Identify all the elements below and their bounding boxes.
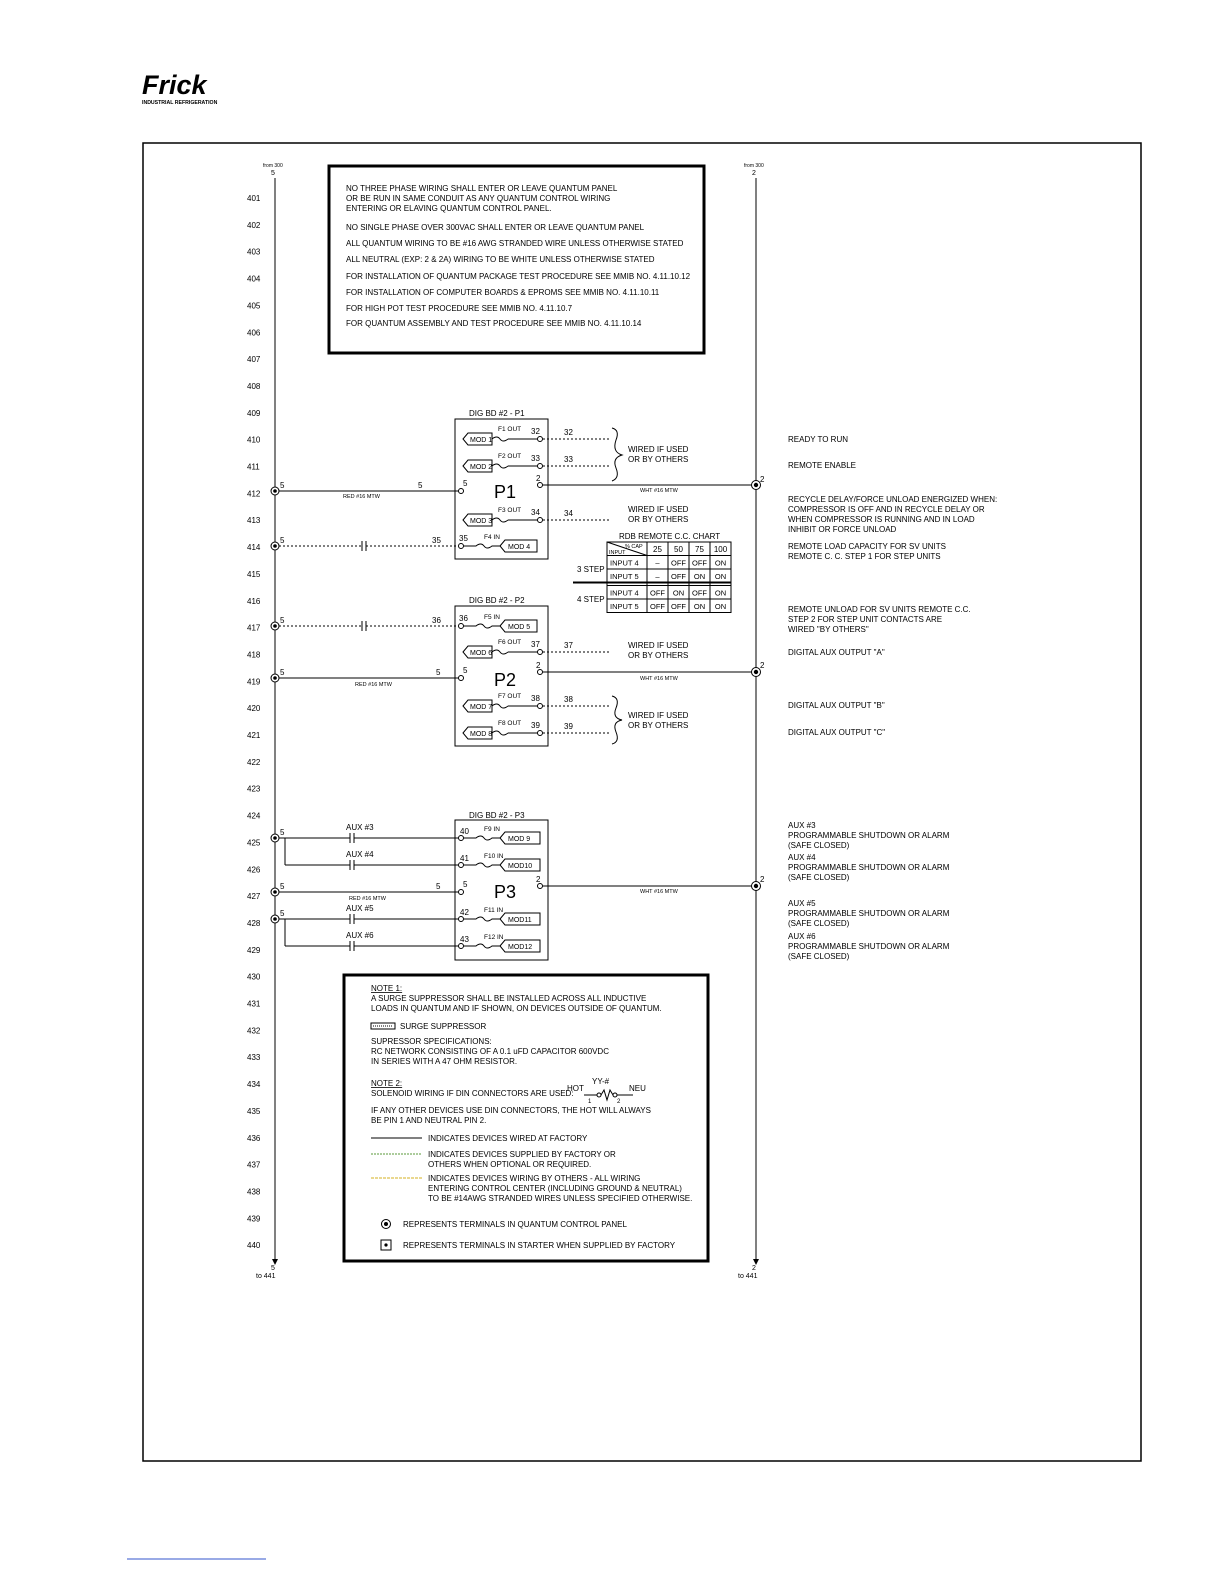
board-title: DIG BD #2 - P1 <box>469 409 525 418</box>
fuse-symbol <box>464 544 500 548</box>
fuse-label: F3 OUT <box>498 507 522 514</box>
chart-input: INPUT 4 <box>610 558 639 568</box>
mod-label: MOD 2 <box>470 464 493 471</box>
chart-cell: ON <box>672 588 685 598</box>
description-line: PROGRAMMABLE SHUTDOWN OR ALARM <box>788 831 950 840</box>
wire-num: 33 <box>564 455 573 464</box>
wired-if-used: OR BY OTHERS <box>628 651 689 660</box>
terminal-num: 2 <box>536 661 541 670</box>
line-number: 427 <box>247 892 261 902</box>
line-number: 434 <box>247 1080 261 1090</box>
description-line: STEP 2 FOR STEP UNIT CONTACTS ARE <box>788 615 943 624</box>
description-line: REMOTE ENABLE <box>788 461 857 470</box>
line-number: 404 <box>247 274 261 284</box>
line-number: 409 <box>247 408 261 418</box>
note-box-content <box>371 984 692 1250</box>
wire-spec: WHT #16 MTW <box>640 676 678 682</box>
board-p1 <box>455 409 610 559</box>
wire-num: 5 <box>280 616 285 625</box>
din-neu: NEU <box>629 1084 646 1093</box>
board-label: P3 <box>494 882 517 902</box>
right-rail-num-top: 2 <box>752 170 756 177</box>
description-line: RECYCLE DELAY/FORCE UNLOAD ENERGIZED WHEN: <box>788 495 998 504</box>
din-yy: YY-# <box>592 1077 610 1086</box>
terminal-2 <box>538 670 543 675</box>
chart-column: 75 <box>695 545 704 554</box>
line-number: 439 <box>247 1214 261 1224</box>
fuse-symbol <box>464 944 500 948</box>
note2-title: NOTE 2: <box>371 1079 403 1088</box>
mod-label: MOD12 <box>508 944 533 951</box>
aux-label: AUX #5 <box>346 904 374 913</box>
terminal <box>459 836 464 841</box>
rail-terminal-dot <box>273 917 277 921</box>
rail-terminal-dot <box>273 624 277 628</box>
wire-num: 5 <box>280 882 285 891</box>
legend-optional: OTHERS WHEN OPTIONAL OR REQUIRED. <box>428 1160 592 1169</box>
wire-num: 5 <box>280 536 285 545</box>
aux-label: AUX #4 <box>346 850 374 859</box>
note-line: FOR INSTALLATION OF COMPUTER BOARDS & EPROMS SEE MMIB NO. 4.11.10.11 <box>346 288 660 297</box>
wire-num: 32 <box>564 428 573 437</box>
rail-terminal-dot <box>754 884 758 888</box>
terminal-num: 40 <box>460 827 469 836</box>
terminal <box>459 624 464 629</box>
chart-group-label: 4 STEP <box>577 595 605 604</box>
line-number: 420 <box>247 704 261 714</box>
rail-terminal-dot <box>754 483 758 487</box>
wire-num: 34 <box>564 509 573 518</box>
mod-label: MOD10 <box>508 863 533 870</box>
description-line: REMOTE UNLOAD FOR SV UNITS REMOTE C.C. <box>788 605 971 614</box>
line-number: 406 <box>247 328 261 338</box>
logo-brand: Frick <box>142 70 207 100</box>
line-number: 436 <box>247 1133 261 1143</box>
description-line: AUX #6 <box>788 932 816 941</box>
fuse-symbol <box>464 917 500 921</box>
wire-num: 5 <box>280 481 285 490</box>
line-numbers <box>247 194 261 1250</box>
fuse-label: F6 OUT <box>498 639 522 646</box>
wired-if-used: WIRED IF USED <box>628 505 689 514</box>
terminal-num: 32 <box>531 427 540 436</box>
line-number: 413 <box>247 516 261 526</box>
description-line: WHEN COMPRESSOR IS RUNNING AND IN LOAD <box>788 515 975 524</box>
chart-cell: ON <box>714 602 727 611</box>
legend-factory: INDICATES DEVICES WIRED AT FACTORY <box>428 1134 588 1143</box>
fuse-label: F4 IN <box>484 534 500 541</box>
mod-label: MOD 3 <box>470 518 493 525</box>
aux-label: AUX #6 <box>346 931 374 940</box>
wire-num: 5 <box>280 828 285 837</box>
chart-cell: OFF <box>650 588 665 598</box>
note2-line: SOLENOID WIRING IF DIN CONNECTORS ARE USED: <box>371 1089 574 1098</box>
line-number: 415 <box>247 569 261 579</box>
chart-cell: OFF <box>671 558 686 568</box>
note1-line: LOADS IN QUANTUM AND IF SHOWN, ON DEVICES OUTSIDE OF QUANTUM. <box>371 1004 662 1013</box>
wired-if-used: WIRED IF USED <box>628 711 689 720</box>
note-line: FOR QUANTUM ASSEMBLY AND TEST PROCEDURE SEE MMIB NO. 4.11.10.14 <box>346 319 642 328</box>
description-line: PROGRAMMABLE SHUTDOWN OR ALARM <box>788 942 950 951</box>
wire-num: 5 <box>280 909 285 918</box>
general-notes <box>346 184 691 328</box>
terminal-num: 36 <box>459 614 468 623</box>
wire-num: 5 <box>436 882 441 891</box>
chart-column: 50 <box>674 545 683 554</box>
terminal <box>538 464 543 469</box>
wire-num: 36 <box>432 616 441 625</box>
terminal <box>459 917 464 922</box>
terminal-num: 5 <box>463 880 468 889</box>
note-line: FOR HIGH POT TEST PROCEDURE SEE MMIB NO. 4.11.10.7 <box>346 304 573 313</box>
terminal <box>459 944 464 949</box>
terminal-num: 34 <box>531 508 540 517</box>
description-line: DIGITAL AUX OUTPUT "A" <box>788 648 885 657</box>
chart-cell: ON <box>693 572 706 581</box>
suppressor-label: SURGE SUPPRESSOR <box>400 1022 487 1031</box>
wired-if-used: OR BY OTHERS <box>628 721 689 730</box>
board-title: DIG BD #2 - P2 <box>469 596 525 605</box>
fuse-symbol <box>464 836 500 840</box>
wired-if-used: OR BY OTHERS <box>628 515 689 524</box>
board-label: P2 <box>494 670 517 690</box>
note-line: NO THREE PHASE WIRING SHALL ENTER OR LEAVE QUANTUM PANEL <box>346 184 618 193</box>
chart-cell: OFF <box>692 558 707 568</box>
din-hot: HOT <box>567 1084 584 1093</box>
terminal-num: 43 <box>460 935 469 944</box>
fuse-label: F5 IN <box>484 614 500 621</box>
wire-num: 37 <box>564 641 573 650</box>
terminal-num: 2 <box>536 875 541 884</box>
line-number: 431 <box>247 999 261 1009</box>
terminal-2 <box>538 483 543 488</box>
terminal-5 <box>459 676 464 681</box>
terminal-num: 5 <box>463 666 468 675</box>
terminal-num: 35 <box>459 534 468 543</box>
line-number: 435 <box>247 1106 261 1116</box>
chart-cell: ON <box>714 572 727 581</box>
wire-spec: RED #16 MTW <box>343 494 380 500</box>
wire-num: 2 <box>760 475 765 484</box>
chart-input: INPUT 5 <box>610 602 639 611</box>
mod-label: MOD 8 <box>470 731 493 738</box>
terminal-num: 38 <box>531 694 540 703</box>
wire-num: 5 <box>436 668 441 677</box>
mod-label: MOD11 <box>508 917 532 924</box>
chart-cell: OFF <box>650 602 665 611</box>
left-rail-num-bottom: 5 <box>271 1265 275 1272</box>
spec-line: RC NETWORK CONSISTING OF A 0.1 uFD CAPACITOR 600VDC <box>371 1047 609 1056</box>
description-line: COMPRESSOR IS OFF AND IN RECYCLE DELAY OR <box>788 505 985 514</box>
wire-num: 2 <box>760 875 765 884</box>
description-line: WIRED "BY OTHERS" <box>788 625 869 634</box>
mod-label: MOD 9 <box>508 836 531 843</box>
terminal-2 <box>538 884 543 889</box>
legend-optional: INDICATES DEVICES SUPPLIED BY FACTORY OR <box>428 1150 616 1159</box>
rail-terminal-dot <box>273 836 277 840</box>
left-rail-to: to 441 <box>256 1273 276 1280</box>
wire-num: 38 <box>564 695 573 704</box>
fuse-symbol <box>464 863 500 867</box>
chart-corner-top: % CAP <box>625 544 643 550</box>
rail-terminal-dot <box>273 489 277 493</box>
din-pin: 1 <box>588 1099 592 1105</box>
board-label: P1 <box>494 482 517 502</box>
chart-input: INPUT 5 <box>610 572 639 581</box>
line-number: 440 <box>247 1241 261 1251</box>
terminal-num: 5 <box>463 479 468 488</box>
right-rail-from: from 300 <box>744 163 764 169</box>
spec-line: IN SERIES WITH A 47 OHM RESISTOR. <box>371 1057 518 1066</box>
note1-title: NOTE 1: <box>371 984 403 993</box>
legend-starter-terminal: REPRESENTS TERMINALS IN STARTER WHEN SUPPLIED BY FACTORY <box>403 1241 676 1250</box>
description-line: DIGITAL AUX OUTPUT "B" <box>788 701 885 710</box>
brace <box>612 428 622 481</box>
description-line: (SAFE CLOSED) <box>788 919 850 928</box>
left-rail-num-top: 5 <box>271 170 275 177</box>
wire-num: 2 <box>760 661 765 670</box>
wired-if-used: OR BY OTHERS <box>628 455 689 464</box>
line-number: 421 <box>247 731 261 740</box>
terminal-num: 39 <box>531 721 540 730</box>
description-line: INHIBIT OR FORCE UNLOAD <box>788 525 897 534</box>
terminal-num: 33 <box>531 454 540 463</box>
din-line: BE PIN 1 AND NEUTRAL PIN 2. <box>371 1116 487 1125</box>
line-number: 428 <box>247 918 261 928</box>
legend-quantum-terminal: REPRESENTS TERMINALS IN QUANTUM CONTROL PANEL <box>403 1220 627 1229</box>
terminal <box>538 704 543 709</box>
description-line: AUX #3 <box>788 821 816 830</box>
left-rail-from: from 300 <box>263 163 283 169</box>
note-line: ALL QUANTUM WIRING TO BE #16 AWG STRANDED WIRE UNLESS OTHERWISE STATED <box>346 239 684 248</box>
chart-cell: – <box>655 572 660 581</box>
terminal-num: 2 <box>536 474 541 483</box>
wire-spec: RED #16 MTW <box>355 682 392 688</box>
line-number: 418 <box>247 650 261 660</box>
line-number: 407 <box>247 355 261 365</box>
line-number: 419 <box>247 677 261 687</box>
legend-others: ENTERING CONTROL CENTER (INCLUDING GROUND & NEUTRAL) <box>428 1184 682 1193</box>
line-number: 432 <box>247 1026 261 1036</box>
chart-cell: OFF <box>671 572 686 581</box>
terminal-5 <box>459 489 464 494</box>
fuse-label: F7 OUT <box>498 693 522 700</box>
sheet-border <box>143 143 1141 1461</box>
line-number: 424 <box>247 811 261 821</box>
description-line: (SAFE CLOSED) <box>788 841 850 850</box>
wire-num: 5 <box>418 481 423 490</box>
fuse-label: F2 OUT <box>498 453 522 460</box>
wire-spec: WHT #16 MTW <box>640 488 678 494</box>
board-title: DIG BD #2 - P3 <box>469 811 525 820</box>
fuse-symbol <box>492 518 508 522</box>
fuse-symbol <box>492 650 508 654</box>
brace <box>612 696 622 744</box>
terminal <box>538 437 543 442</box>
description-line: DIGITAL AUX OUTPUT "C" <box>788 728 886 737</box>
wire-num: 39 <box>564 722 573 731</box>
line-number: 411 <box>247 462 260 472</box>
aux-label: AUX #3 <box>346 823 374 832</box>
legend-others: INDICATES DEVICES WIRING BY OTHERS - ALL WIRING <box>428 1174 641 1183</box>
description-line: REMOTE C. C. STEP 1 FOR STEP UNITS <box>788 552 941 561</box>
chart-corner-bottom: INPUT <box>609 550 626 556</box>
line-number: 402 <box>247 220 261 230</box>
logo-tagline: INDUSTRIAL REFRIGERATION <box>142 100 218 106</box>
line-number: 412 <box>247 489 261 499</box>
description-line: (SAFE CLOSED) <box>788 952 850 961</box>
chart-cell: – <box>655 558 660 568</box>
note-line: ALL NEUTRAL (EXP: 2 & 2A) WIRING TO BE WHITE UNLESS OTHERWISE STATED <box>346 255 655 264</box>
rail-terminal-dot <box>754 670 758 674</box>
line-number: 433 <box>247 1053 261 1063</box>
mod-label: MOD 1 <box>470 437 493 444</box>
chart-column: 100 <box>713 545 728 554</box>
terminal-num: 41 <box>460 854 469 863</box>
line-number: 401 <box>247 194 261 203</box>
line-number: 410 <box>247 435 261 445</box>
note-line: OR BE RUN IN SAME CONDUIT AS ANY QUANTUM CONTROL WIRING <box>346 194 611 203</box>
terminal <box>538 731 543 736</box>
rail-terminal-dot <box>273 890 277 894</box>
chart-cell: OFF <box>692 588 707 598</box>
line-number: 425 <box>247 838 261 848</box>
terminal-5 <box>459 890 464 895</box>
fuse-symbol <box>492 464 508 468</box>
line-number: 417 <box>247 623 261 633</box>
terminal <box>538 518 543 523</box>
fuse-label: F11 IN <box>484 907 504 914</box>
line-number: 403 <box>247 247 261 257</box>
note-line: NO SINGLE PHASE OVER 300VAC SHALL ENTER OR LEAVE QUANTUM PANEL <box>346 223 645 232</box>
chart-column: 25 <box>653 545 662 554</box>
wire-num: 35 <box>432 536 441 545</box>
terminal-num: 37 <box>531 640 540 649</box>
line-number: 423 <box>247 784 261 794</box>
fuse-label: F10 IN <box>484 853 504 860</box>
line-number: 408 <box>247 381 261 391</box>
description-line: AUX #4 <box>788 853 816 862</box>
fuse-label: F12 IN <box>484 934 504 941</box>
board-p2 <box>455 596 610 746</box>
fuse-label: F8 OUT <box>498 720 522 727</box>
legend-others: TO BE #14AWG STRANDED WIRES UNLESS SPECIFIED OTHERWISE. <box>428 1194 693 1203</box>
wired-if-used: WIRED IF USED <box>628 445 689 454</box>
note-line: FOR INSTALLATION OF QUANTUM PACKAGE TEST PROCEDURE SEE MMIB NO. 4.11.10.12 <box>346 272 691 281</box>
line-number: 426 <box>247 865 261 875</box>
line-number: 422 <box>247 757 261 767</box>
description-line: PROGRAMMABLE SHUTDOWN OR ALARM <box>788 863 950 872</box>
din-pin: 2 <box>617 1099 621 1105</box>
line-number: 430 <box>247 972 261 982</box>
wire-spec: RED #16 MTW <box>349 896 386 902</box>
line-number: 405 <box>247 301 261 311</box>
description-line: (SAFE CLOSED) <box>788 873 850 882</box>
solenoid-icon <box>601 1090 613 1100</box>
chart-cell: ON <box>693 602 706 611</box>
description-line: READY TO RUN <box>788 435 849 444</box>
chart-title: RDB REMOTE C.C. CHART <box>619 532 721 541</box>
fuse-symbol <box>492 704 508 708</box>
line-number: 429 <box>247 945 261 955</box>
chart-cell: OFF <box>671 602 686 611</box>
chart-input: INPUT 4 <box>610 588 639 598</box>
fuse-symbol <box>464 624 500 628</box>
wire-spec: WHT #16 MTW <box>640 889 678 895</box>
wired-if-used: WIRED IF USED <box>628 641 689 650</box>
line-number: 438 <box>247 1187 261 1197</box>
chart-cell: ON <box>714 558 727 568</box>
note1-line: A SURGE SUPPRESSOR SHALL BE INSTALLED ACROSS ALL INDUCTIVE <box>371 994 647 1003</box>
fuse-label: F9 IN <box>484 826 500 833</box>
mod-label: MOD 6 <box>470 650 493 657</box>
din-line: IF ANY OTHER DEVICES USE DIN CONNECTORS, THE HOT WILL ALWAYS <box>371 1106 651 1115</box>
description-line: PROGRAMMABLE SHUTDOWN OR ALARM <box>788 909 950 918</box>
description-line: REMOTE LOAD CAPACITY FOR SV UNITS <box>788 542 946 551</box>
terminal-num: 42 <box>460 908 469 917</box>
rail-terminal-dot <box>273 544 277 548</box>
spec-line: SUPRESSOR SPECIFICATIONS: <box>371 1037 492 1046</box>
line-number: 414 <box>247 543 261 553</box>
fuse-symbol <box>492 437 508 441</box>
note-line: ENTERING OR ELAVING QUANTUM CONTROL PANEL. <box>346 204 552 213</box>
descriptions <box>788 435 997 961</box>
rdb-remote-cc-chart <box>573 532 731 613</box>
line-number: 437 <box>247 1160 261 1170</box>
rail-terminal-dot <box>273 676 277 680</box>
wire-num: 5 <box>280 668 285 677</box>
chart-group-label: 3 STEP <box>577 565 605 574</box>
right-rail-to: to 441 <box>738 1273 758 1280</box>
right-rail-num-bottom: 2 <box>752 1265 756 1272</box>
terminal <box>459 544 464 549</box>
chart-cell: ON <box>714 588 727 598</box>
terminal <box>459 863 464 868</box>
fuse-label: F1 OUT <box>498 426 522 433</box>
description-line: AUX #5 <box>788 899 816 908</box>
line-number: 416 <box>247 596 261 606</box>
fuse-symbol <box>492 731 508 735</box>
mod-label: MOD 4 <box>508 544 531 551</box>
mod-label: MOD 5 <box>508 624 531 631</box>
terminal <box>538 650 543 655</box>
mod-label: MOD 7 <box>470 704 493 711</box>
